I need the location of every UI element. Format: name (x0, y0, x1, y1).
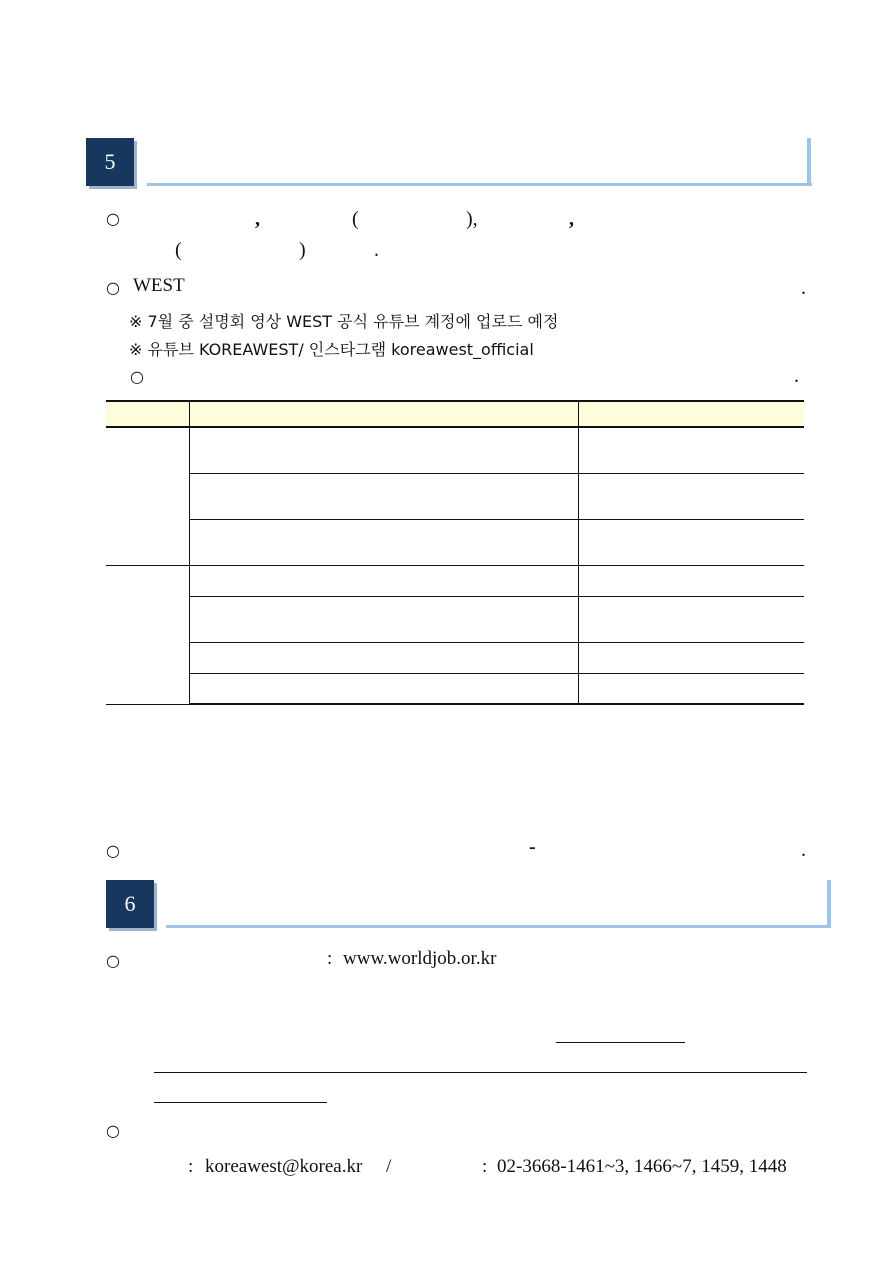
underline (556, 1042, 685, 1043)
bullet-dot: ○ (106, 209, 120, 228)
table-row (106, 427, 804, 473)
table-cell (578, 565, 804, 596)
table-cell (189, 596, 578, 642)
section-6-number: 6 (106, 880, 154, 928)
table-row (106, 642, 804, 673)
bullet-dot: ○ (106, 1121, 120, 1140)
schedule-table (106, 400, 804, 705)
bullet-dot: ○ (130, 367, 144, 386)
email-colon: : (188, 1156, 194, 1177)
table-cell (578, 427, 804, 473)
period: . (794, 365, 799, 387)
table-cell (578, 519, 804, 565)
bullet-dot: ○ (106, 841, 120, 860)
table-cell (578, 473, 804, 519)
close-paren: ) (299, 239, 306, 261)
table-row (106, 673, 804, 704)
period: . (374, 239, 379, 261)
bullet-dot: ○ (106, 278, 120, 297)
period: . (801, 277, 806, 299)
table-row (106, 473, 804, 519)
table-header-cell (189, 401, 578, 427)
note-social-accounts: ※ 유튜브 KOREAWEST/ 인스타그램 koreawest_official (129, 340, 534, 359)
table-cell (189, 519, 578, 565)
table-row (106, 565, 804, 596)
open-paren: ( (175, 239, 182, 261)
dash: - (529, 836, 536, 858)
table-header-cell (106, 401, 189, 427)
contact-phone: 02-3668-1461~3, 1466~7, 1459, 1448 (497, 1156, 787, 1177)
table-row (106, 519, 804, 565)
table-cell (189, 642, 578, 673)
note-video-upload: ※ 7월 중 설명회 영상 WEST 공식 유튜브 계정에 업로드 예정 (129, 312, 559, 331)
contact-separator: / (386, 1156, 392, 1177)
table-cell (578, 596, 804, 642)
section-5-rule-end (807, 138, 811, 186)
table-cell (578, 642, 804, 673)
west-lead: WEST (133, 275, 185, 296)
website-colon: : (327, 948, 333, 969)
open-paren: ( (352, 208, 359, 230)
table-group-label (106, 427, 189, 565)
table-cell (189, 427, 578, 473)
table-header-row (106, 401, 804, 427)
comma: , (255, 208, 260, 230)
section-6-rule-end (827, 880, 831, 928)
section-6-rule (166, 925, 831, 928)
comma: , (569, 208, 574, 230)
bullet-dot: ○ (106, 951, 120, 970)
table-cell (189, 473, 578, 519)
contact-email[interactable]: koreawest@korea.kr (205, 1156, 363, 1177)
close-paren-comma: ), (466, 208, 478, 230)
table-cell (189, 565, 578, 596)
section-5-number: 5 (86, 138, 134, 186)
table-cell (189, 673, 578, 704)
table-cell (578, 673, 804, 704)
website-link[interactable]: www.worldjob.or.kr (343, 948, 497, 969)
period: . (801, 839, 806, 861)
phone-colon: : (482, 1156, 488, 1177)
underline (154, 1072, 807, 1073)
table-group-label (106, 565, 189, 704)
table-header-cell (578, 401, 804, 427)
section-5-rule (147, 183, 812, 186)
underline (154, 1102, 327, 1103)
table-row (106, 596, 804, 642)
